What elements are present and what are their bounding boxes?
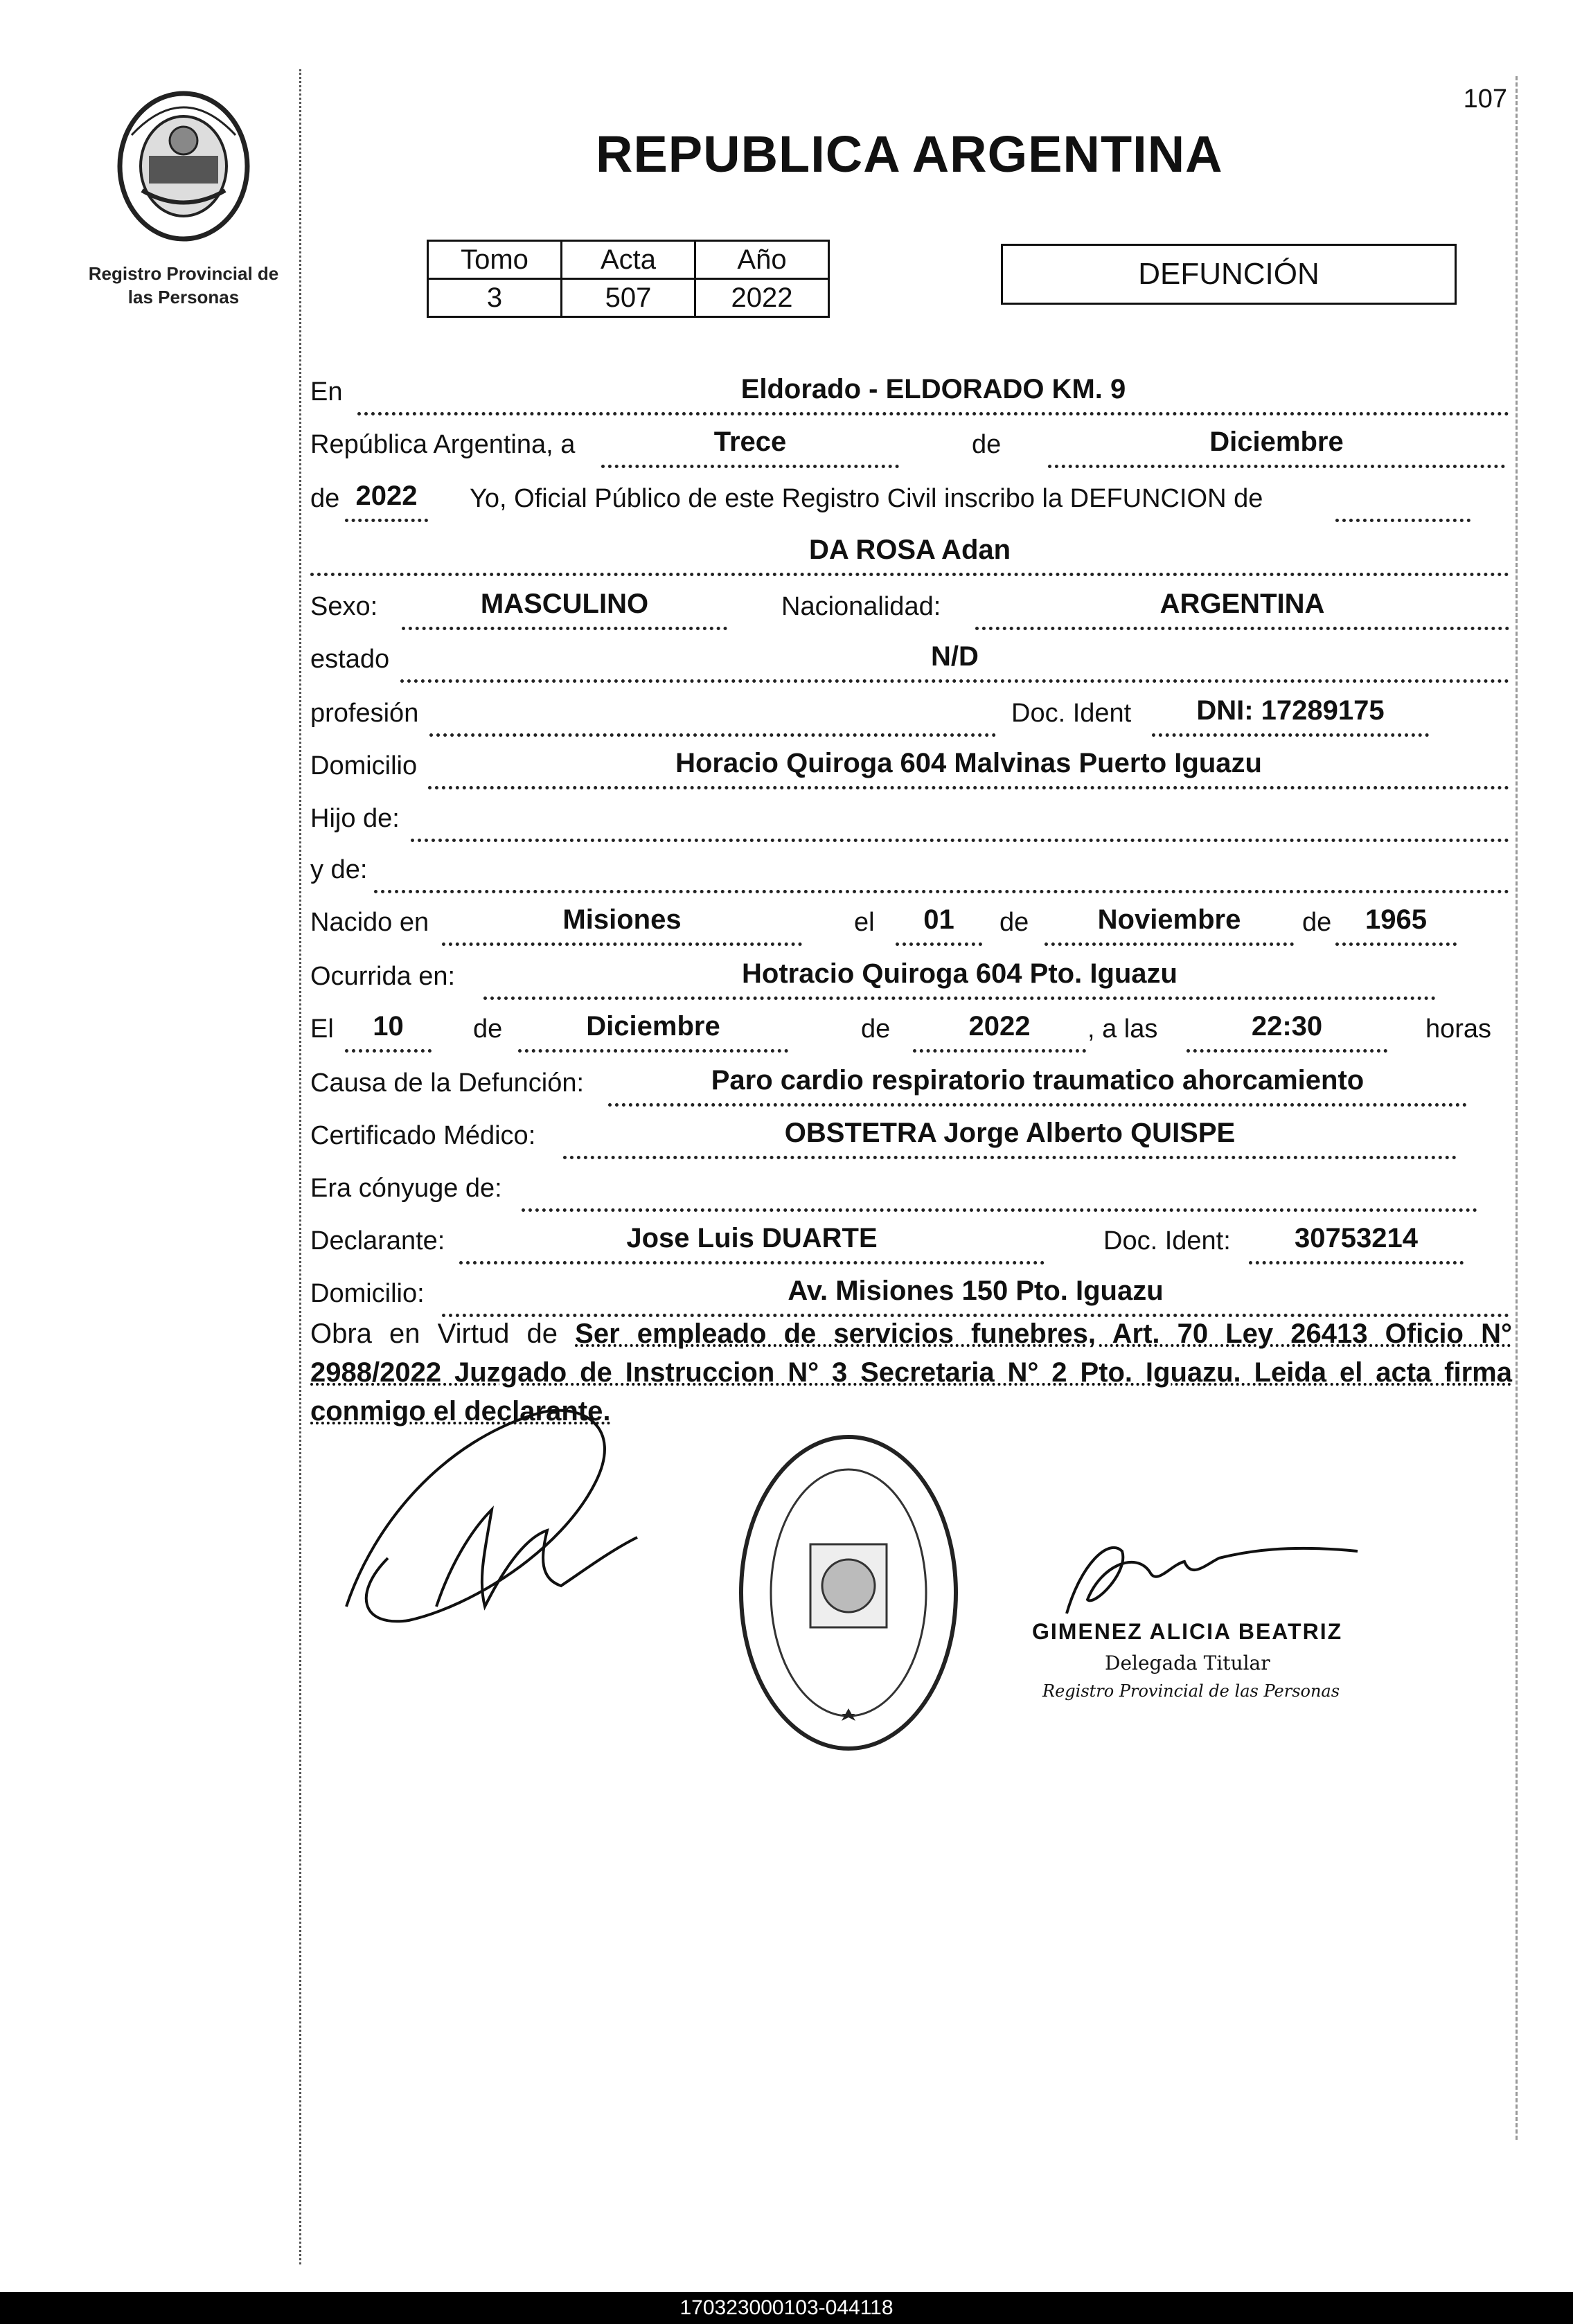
hijo-label: Hijo de: [310,804,400,833]
declarante-value: Jose Luis DUARTE [626,1223,878,1253]
decl-doc-field [1249,1217,1464,1264]
en-label: En [310,377,343,406]
estado-label: estado [310,645,390,674]
row-domicilio-declarante [310,1269,1509,1317]
decl-doc-value: 30753214 [1295,1223,1418,1253]
row-fecha [310,420,1509,468]
official-signature [1053,1523,1371,1634]
death-time: 22:30 [1251,1011,1323,1042]
causa-field [608,1059,1467,1107]
year-value: 2022 [355,481,418,511]
day-field [601,420,899,468]
estado-field [400,635,1509,683]
deceased-name: DA ROSA Adan [808,535,1011,565]
name-field [310,528,1509,576]
doc-field [1152,689,1429,737]
ocurrida-field [483,952,1436,1000]
row-name [310,528,1509,576]
barcode-footer: 170323000103-044118 [0,2292,1573,2324]
sexo-value: MASCULINO [480,589,649,619]
statement-blank [1335,474,1470,522]
yde-field [374,846,1509,893]
day-value: Trece [713,427,787,457]
death-year: 2022 [968,1011,1031,1042]
estado-value: N/D [931,641,979,672]
acta-value: 507 [562,279,695,317]
year-prefix: de [310,484,340,513]
profesion-label: profesión [310,699,419,728]
de1-label: de [999,908,1029,937]
declarant-signature [332,1399,658,1634]
birth-day-field [896,898,982,946]
causa-value: Paro cardio respiratorio traumatico ahorcamiento [711,1065,1365,1096]
de4-label: de [861,1014,891,1044]
row-ocurrida [310,951,1509,1000]
ocurrida-label: Ocurrida en: [310,962,456,991]
alas-label: , a las [1087,1014,1158,1044]
death-day: 10 [373,1011,404,1042]
causa-label: Causa de la Defunción: [310,1069,585,1098]
domicilio-value: Horacio Quiroga 604 Malvinas Puerto Iguazu [675,748,1262,778]
nacionalidad-field [975,582,1509,630]
row-yde [310,845,1509,893]
en-field [357,368,1509,415]
yde-label: y de: [310,855,368,884]
obra-value: Ser empleado de servicios funebres, Art. 70 Ley 26413 Oficio N° 2988/2022 Juzgado de Instruccion N° 3 Secretaria N° 2 Pto. Iguazu. Leida el acta firma conmigo el declarante. [310,1319,1512,1427]
page-title: REPUBLICA ARGENTINA [596,125,1223,183]
row-en [310,367,1509,415]
province-emblem [114,87,253,246]
row-nacido [310,897,1509,946]
row-causa [310,1058,1509,1107]
row-fecha-defuncion [310,1004,1509,1053]
republica-label: República Argentina, a [310,430,576,459]
certificado-label: Certificado Médico: [310,1121,536,1150]
certificado-value: OBSTETRA Jorge Alberto QUISPE [784,1118,1236,1148]
conyuge-label: Era cónyuge de: [310,1174,502,1203]
month-value: Diciembre [1209,427,1344,457]
de2-label: de [1302,908,1332,937]
row-sexo [310,582,1509,630]
birth-month: Noviembre [1097,904,1241,935]
right-margin-line [1516,76,1518,2140]
birth-day: 01 [923,904,954,935]
left-margin-line [299,69,301,2264]
ocurrida-value: Hotracio Quiroga 604 Pto. Iguazu [742,958,1177,989]
de-label: de [972,430,1002,459]
anio-value: 2022 [695,279,829,317]
doc-label: Doc. Ident [1011,699,1132,728]
row-profesion [310,688,1509,737]
sexo-field [402,582,727,630]
statement-text: Yo, Oficial Público de este Registro Civil inscribo la DEFUNCION de [470,484,1263,513]
official-role: Delegada Titular [1105,1652,1270,1674]
profesion-field [429,689,996,737]
nacido-field [442,898,802,946]
hijo-field [411,794,1509,842]
domicilio2-label: Domicilio: [310,1279,425,1308]
row-declarante [310,1216,1509,1264]
tomo-header: Tomo [428,241,562,279]
de3-label: de [473,1014,503,1044]
obra-label: Obra en Virtud de [310,1319,558,1349]
tomo-value: 3 [428,279,562,317]
record-table [427,240,830,318]
nacionalidad-value: ARGENTINA [1159,589,1325,619]
official-stamp [734,1430,963,1755]
certificado-field [563,1111,1457,1159]
acta-header: Acta [562,241,695,279]
horas-label: horas [1425,1014,1492,1044]
row-statement [310,474,1509,522]
official-name: GIMENEZ ALICIA BEATRIZ [1032,1619,1343,1644]
row-hijo [310,794,1509,842]
sexo-label: Sexo: [310,592,378,621]
doc-value: DNI: 17289175 [1196,695,1385,726]
death-year-field [913,1005,1086,1053]
el-label: el [854,908,875,937]
nacionalidad-label: Nacionalidad: [781,592,941,621]
death-day-field [345,1005,432,1053]
en-value: Eldorado - ELDORADO KM. 9 [740,374,1126,404]
page-number: 107 [1463,84,1507,114]
month-field [1048,420,1505,468]
el2-label: El [310,1014,334,1044]
row-domicilio [310,741,1509,789]
record-type-box: DEFUNCIÓN [1001,244,1457,305]
row-certificado [310,1111,1509,1159]
declarante-label: Declarante: [310,1226,445,1255]
nacido-label: Nacido en [310,908,429,937]
row-estado [310,634,1509,683]
decl-doc-label: Doc. Ident: [1103,1226,1231,1255]
conyuge-field [522,1164,1477,1212]
nacido-value: Misiones [562,904,682,935]
death-month: Diciembre [586,1011,720,1042]
domicilio-field [428,742,1509,789]
anio-header: Año [695,241,829,279]
registry-name: Registro Provincial de las Personas [88,263,279,307]
death-month-field [518,1005,788,1053]
official-office: Registro Provincial de las Personas [1042,1681,1340,1701]
birth-year-field [1335,898,1457,946]
birth-year: 1965 [1365,904,1427,935]
domicilio-label: Domicilio [310,751,418,780]
year-field [345,474,428,522]
domicilio2-field [442,1269,1509,1317]
birth-month-field [1045,898,1294,946]
declarante-field [459,1217,1045,1264]
row-conyuge [310,1163,1509,1212]
death-time-field [1187,1005,1387,1053]
domicilio2-value: Av. Misiones 150 Pto. Iguazu [788,1276,1164,1306]
